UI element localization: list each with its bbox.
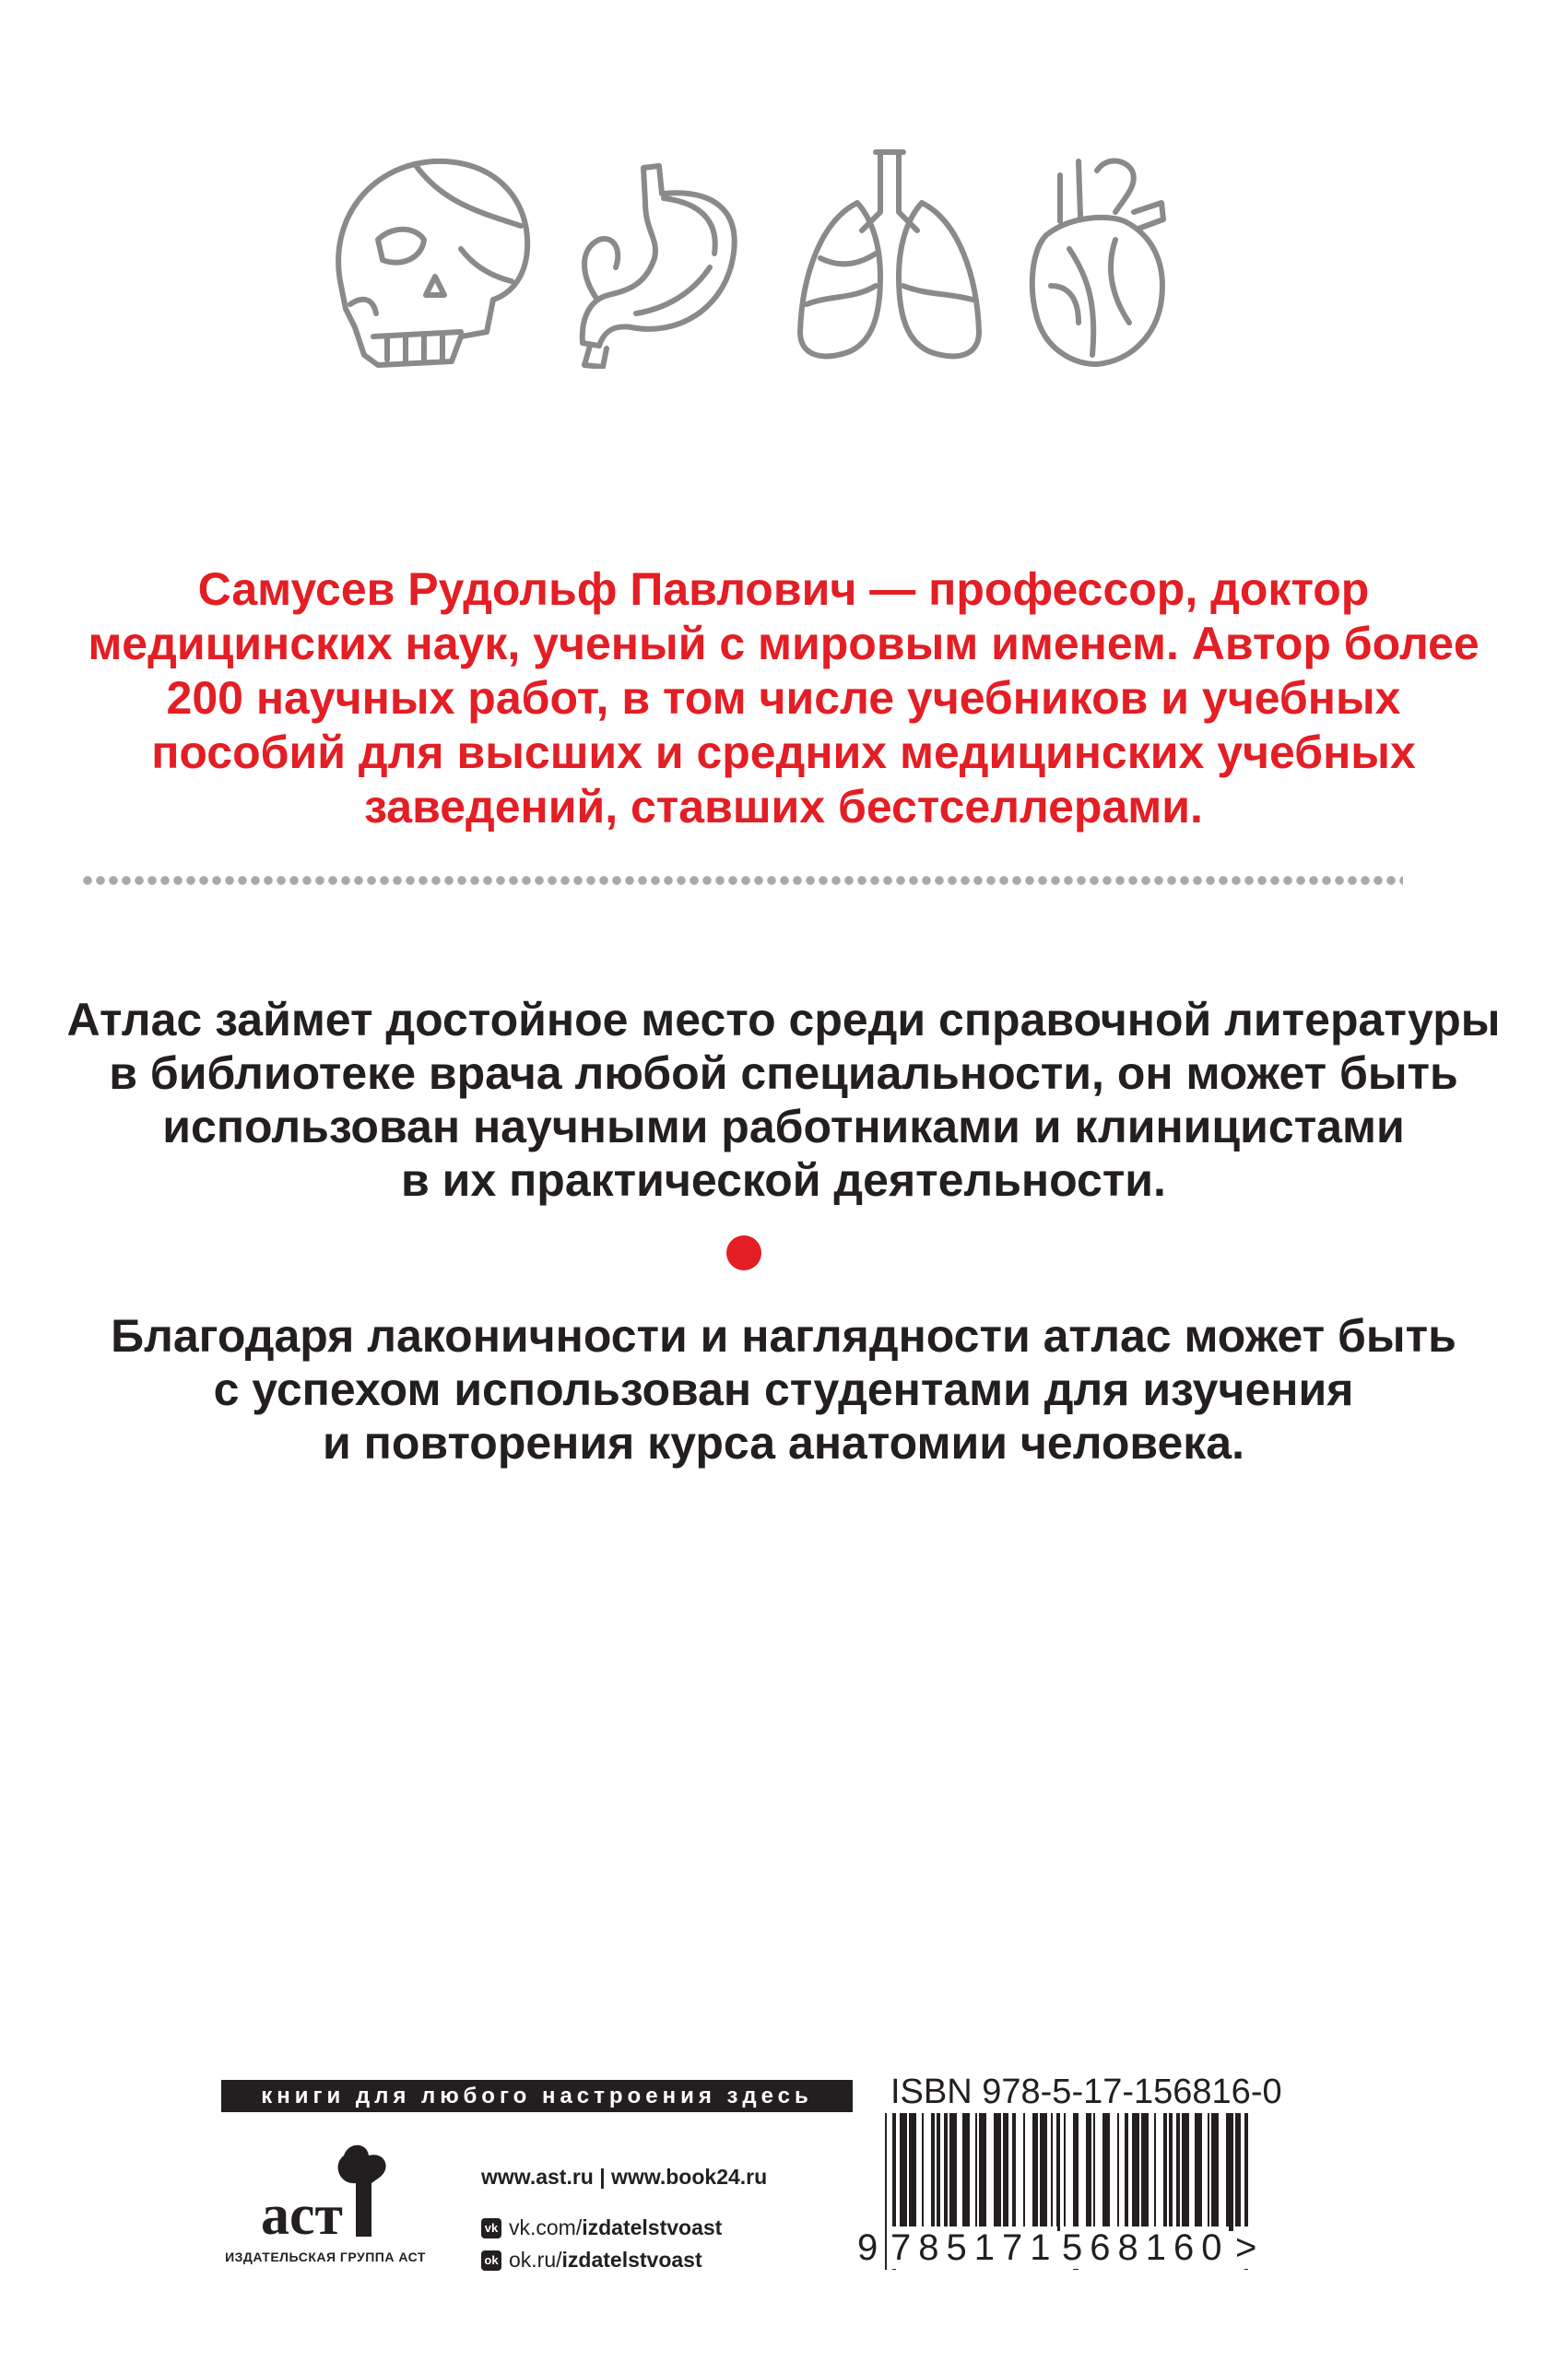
ean-left-group: 785171 [890, 2227, 1058, 2268]
isbn-label: ISBN 978-5-17-156816-0 [890, 2073, 1282, 2111]
barcode-bar [1012, 2113, 1016, 2231]
heart-icon [1023, 148, 1171, 369]
ean-first-digit: 9 [857, 2227, 878, 2268]
vk-prefix: vk.com/ [509, 2215, 583, 2239]
barcode-bar [1176, 2113, 1180, 2231]
skull-icon [323, 148, 535, 369]
barcode-bar [1195, 2113, 1202, 2231]
tagline-banner: книги для любого настроения здесь [221, 2080, 853, 2112]
barcode-bar [1125, 2113, 1128, 2231]
barcode-bar [1102, 2113, 1110, 2231]
description-paragraph-1 [37, 993, 1530, 1207]
logo-text: аст [261, 2184, 343, 2247]
publisher-name: ИЗДАТЕЛЬСКАЯ ГРУППА АСТ [225, 2250, 426, 2264]
description-line: в их практической деятельности. [401, 1154, 1166, 1206]
vk-handle: izdatelstvoast [582, 2215, 723, 2239]
description-line: использован научными работниками и клиницистами [162, 1101, 1405, 1152]
ean-quiet-mark: > [1235, 2227, 1257, 2268]
barcode-bar [1086, 2113, 1091, 2231]
barcode-bar [1003, 2113, 1008, 2231]
barcode-bar [1040, 2113, 1047, 2231]
barcode-bar [1169, 2113, 1173, 2231]
author-bio-line: медицинских наук, ученый с мировым именем. Автор более [88, 618, 1480, 669]
barcode-bar [1163, 2113, 1167, 2231]
barcode-bar [1226, 2113, 1233, 2231]
dotted-divider [81, 874, 1403, 887]
vk-icon: vk [481, 2218, 501, 2238]
description-line: и повторения курса анатомии человека. [323, 1417, 1244, 1469]
lungs-icon [793, 148, 986, 369]
description-line: с успехом использован студентами для изучения [213, 1364, 1354, 1415]
author-bio-line: 200 научных работ, в том числе учебников и учебных [166, 672, 1401, 724]
description-line: Благодаря лаконичности и наглядности атлас может быть [111, 1310, 1456, 1362]
barcode-bar [1117, 2113, 1119, 2231]
barcode-bar [1141, 2113, 1149, 2231]
barcode-bar [931, 2113, 935, 2231]
barcode-bar [1208, 2113, 1209, 2231]
barcode-bar [949, 2113, 957, 2231]
author-bio-line: Самусев Рудольф Павлович — профессор, доктор [197, 563, 1370, 615]
barcode-bar [962, 2113, 970, 2231]
barcode-bar [975, 2113, 977, 2231]
ok-handle: izdatelstvoast [561, 2248, 702, 2272]
description-line: Атлас займет достойное место среди справочной литературы [66, 994, 1501, 1045]
barcode-bar [922, 2113, 924, 2231]
barcode-bar [900, 2113, 907, 2231]
barcode-bar [1032, 2113, 1038, 2231]
description-paragraph-2 [37, 1309, 1530, 1470]
barcode-bar [1154, 2113, 1156, 2231]
ok-link[interactable] [481, 2248, 767, 2273]
barcode-bar [1211, 2113, 1219, 2231]
barcode-bar [1023, 2113, 1025, 2231]
barcode-bar [1051, 2113, 1053, 2231]
publisher-logo [256, 2137, 395, 2248]
website-links[interactable]: www.ast.ru | www.book24.ru [481, 2165, 768, 2189]
barcode-bar [1132, 2113, 1139, 2231]
ok-icon: ok [481, 2250, 501, 2271]
barcode-bar [1235, 2113, 1241, 2231]
description-line: в библиотеке врача любой специальности, он может быть [109, 1047, 1458, 1099]
barcode-bar [1093, 2113, 1095, 2231]
author-bio-line: пособий для высших и средних медицинских учебных [151, 726, 1416, 778]
barcode-bar [937, 2113, 940, 2231]
barcode-bar [1064, 2113, 1066, 2231]
barcode-bar [1182, 2113, 1189, 2231]
ean-right-group: 568160 [1062, 2227, 1230, 2268]
ean-digits [857, 2226, 1281, 2273]
ok-prefix: ok.ru/ [509, 2248, 562, 2272]
barcode-bar [994, 2113, 1001, 2231]
barcode-bar [909, 2113, 916, 2231]
author-bio-line: заведений, ставших бестселлерами. [364, 781, 1203, 833]
barcode-bar [944, 2113, 948, 2231]
author-bio [55, 562, 1512, 834]
red-bullet-divider [726, 1235, 761, 1270]
organ-illustrations [323, 148, 1171, 378]
vk-link[interactable] [481, 2215, 767, 2240]
barcode-bar [979, 2113, 986, 2231]
stomach-icon [572, 148, 756, 369]
publisher-links [481, 2165, 767, 2280]
barcode-bar [1056, 2113, 1060, 2231]
